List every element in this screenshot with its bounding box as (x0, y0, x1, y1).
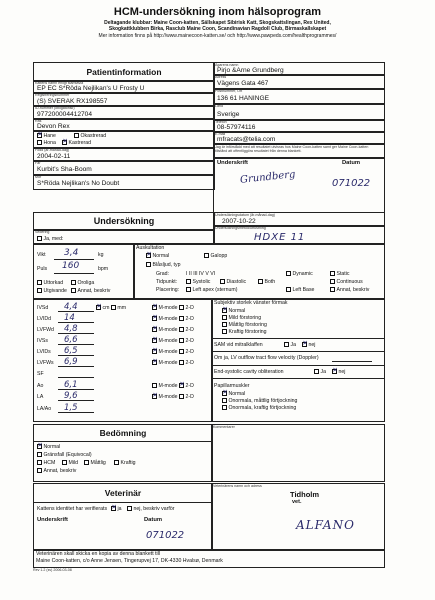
checkbox-placement-annat[interactable] (330, 287, 335, 292)
checkbox-atrium-moderate[interactable] (222, 322, 227, 327)
mode-options[interactable]: M-mode ✕ 2-D (152, 383, 194, 389)
timing-systolic[interactable]: Systolic (186, 279, 210, 285)
dam-value: S*Röda Nejlikan's No Doubt (37, 180, 120, 187)
condition-annat[interactable]: Annat, beskriv (71, 288, 110, 294)
mode-options[interactable]: ✕ M-mode 2-D (152, 360, 194, 366)
obliteration-label: End-systolic cavity obliteration (214, 369, 284, 375)
vet-signature-label: Underskrift (37, 517, 68, 523)
atrium-moderate[interactable]: Måttlig förstoring (222, 322, 267, 328)
obliteration-nej[interactable]: ✕ nej (332, 369, 345, 375)
exam-date-value: 2007-10-22 (222, 218, 256, 225)
ausc-normal-option[interactable]: ✕Normal (146, 253, 169, 259)
grade-label: Grad: (156, 271, 169, 277)
vet-address-box (211, 483, 385, 551)
checkbox-sedation[interactable] (37, 236, 42, 241)
measure-label: IVSd (37, 305, 49, 311)
mode-options[interactable]: ✕ M-mode 2-D (152, 338, 194, 344)
comments-label: Kommentarer (213, 425, 235, 429)
owner-email-label: E-mail (215, 132, 226, 136)
papillary-label: Papillarmuskler (214, 383, 250, 389)
checkbox-unit-cm[interactable] (96, 305, 101, 310)
owner-name-value: Pirjo &Arne Grundberg (217, 67, 284, 74)
checkbox-2d[interactable] (179, 394, 184, 399)
dob-label: Född (år-månad-dag) (35, 148, 70, 152)
checkbox-assessment-normal[interactable] (37, 444, 42, 449)
checkbox-mmode[interactable] (152, 338, 157, 343)
measure-row-la (34, 392, 212, 402)
checkbox-ausc-gallop[interactable] (204, 253, 209, 258)
auscultation-label: Auskultation (136, 245, 165, 251)
form-title: HCM-undersökning inom hälsoprogram (113, 6, 322, 18)
sam-ja[interactable]: Ja (284, 342, 296, 348)
checkbox-2d[interactable] (179, 316, 184, 321)
papillary-severe[interactable]: Onormala, kraftig förtjockning (222, 405, 296, 411)
mode-options[interactable]: ✕ M-mode 2-D (152, 394, 194, 400)
pulse-value: 160 (62, 261, 80, 271)
assessment-severe[interactable]: Kraftig (114, 460, 136, 466)
checkbox-continuous[interactable] (330, 279, 335, 284)
sex-hane-option[interactable]: ✕Hane (37, 133, 56, 139)
assessment-heading: Bedömning (99, 428, 147, 438)
identity-verified-label: Kattens identitet har verifierats (37, 506, 108, 512)
murmur-dynamic[interactable]: Dynamic (286, 271, 313, 277)
checkbox-mmode[interactable] (152, 360, 157, 365)
checkbox-identity-ja[interactable] (111, 506, 116, 511)
measure-row-ao (34, 381, 212, 391)
checkbox-mmode[interactable] (152, 349, 157, 354)
vitals-box (33, 243, 135, 300)
atrium-size-label: Subjektiv storlek vänster förmak (214, 300, 288, 306)
owner-country-value: Sverige (217, 111, 240, 118)
pulse-unit: bpm (98, 266, 109, 272)
checkbox-atrium-severe[interactable] (222, 329, 227, 334)
measure-label: LVFWd (37, 327, 54, 333)
assessment-box (33, 424, 213, 482)
measure-label: LA (37, 394, 44, 400)
murmur-static[interactable]: Static (330, 271, 349, 277)
measure-label: LA/Ao (37, 406, 52, 412)
vet-date-value: 071022 (146, 530, 185, 541)
measure-value: 9,6 (64, 391, 78, 401)
assessment-equivocal[interactable]: Gränsfall (Equivocal) (37, 452, 92, 458)
measure-value: 1,5 (64, 403, 78, 413)
checkbox-2d[interactable] (179, 383, 184, 388)
mode-options[interactable]: ✕ M-mode 2-D (152, 305, 194, 311)
checkbox-assessment-hcm[interactable] (37, 460, 42, 465)
condition-uttorkad[interactable]: Uttorkad (37, 280, 63, 286)
assessment-annat[interactable]: Annat, beskriv (37, 468, 76, 474)
mode-options[interactable]: ✕ M-mode 2-D (152, 316, 194, 322)
weight-label: Vikt (37, 252, 46, 258)
owner-consent-text: Jag är införstådd med att resultatet utvisras hos Maine Coon-katten samt ger Maine Coon-katten tillstånd att offentliggöra resultatet från denna blankett. (215, 145, 369, 154)
exam-method-value: HDXE 11 (254, 232, 306, 243)
checkbox-papillary-moderate[interactable] (222, 398, 227, 403)
atrium-severe[interactable]: Kraftig förstoring (222, 329, 267, 335)
placement-label: Placering: (156, 287, 180, 293)
header-clubs-line2: Skogkattklubben Birka, Rasclub Maine Coon, Scandinavian Ragdoll Club, Birmaskallskapet (108, 26, 327, 32)
owner-signature-label: Underskrift (217, 160, 248, 166)
measure-row-lvidd (34, 314, 212, 324)
checkbox-papillary-severe[interactable] (222, 405, 227, 410)
sam-nej[interactable]: ✕ nej (302, 342, 315, 348)
checkbox-2d[interactable] (179, 327, 184, 332)
checkbox-identity-nej[interactable] (127, 506, 132, 511)
checkbox-mmode[interactable] (152, 394, 157, 399)
checkbox-assessment-moderate[interactable] (84, 460, 89, 465)
owner-signature: Grundberg (239, 169, 296, 186)
timing-diastolic[interactable]: Diastolic (220, 279, 246, 285)
vet-address-label: Veterinärens namn och adress (213, 484, 262, 488)
exam-method-field[interactable] (213, 225, 385, 245)
sedation-label: Sedering (35, 230, 50, 234)
checkbox-papillary-normal[interactable] (222, 391, 227, 396)
owner-phone-value: 08-57974116 (217, 124, 256, 131)
vet-title: vet. (292, 499, 302, 505)
sex-okastrerad-option[interactable]: Okastrerad (74, 133, 106, 139)
checkbox-diastolic[interactable] (220, 279, 225, 284)
exam-method-label: Undersökningsmetod/utrustning (215, 226, 266, 230)
assessment-hcm[interactable]: HCM (37, 460, 55, 466)
comments-box[interactable] (211, 424, 385, 482)
sire-label: Far (35, 161, 41, 165)
murmur-continuous[interactable]: Continuous (330, 279, 363, 285)
checkbox-2d[interactable] (179, 360, 184, 365)
cat-name-label: Kattens namn enligt stamtavla (35, 81, 84, 85)
measure-row-lvfws (34, 358, 212, 368)
placement-annat[interactable]: Annat, beskriv (330, 287, 369, 293)
measure-value: 6,5 (64, 346, 78, 356)
measure-value: 6,9 (64, 357, 78, 367)
checkbox-atrium-mild[interactable] (222, 315, 227, 320)
weight-value: 3,4 (64, 248, 79, 258)
checkbox-unit-mm[interactable] (111, 305, 116, 310)
checkbox-mmode[interactable] (152, 305, 157, 310)
checkbox-2d[interactable] (179, 338, 184, 343)
owner-date-value: 071022 (332, 178, 371, 189)
sire-value: Kurbit's Sha-Boom (37, 166, 92, 173)
checkbox-mmode[interactable] (152, 383, 157, 388)
owner-name-label: Ägarens namn (215, 63, 239, 67)
placement-left-apex[interactable]: Left apex (sternum) (186, 287, 237, 293)
measure-label: LVIDs (37, 349, 51, 355)
auscultation-box (133, 243, 385, 300)
checkbox-kastrerad[interactable] (62, 140, 67, 145)
assessment-moderate[interactable]: Måttlig (84, 460, 106, 466)
checkbox-both[interactable] (258, 279, 263, 284)
vet-date-label: Datum (144, 517, 163, 523)
owner-date-label: Datum (342, 160, 361, 166)
checkbox-assessment-mild[interactable] (62, 460, 67, 465)
sam-label: SAM vid mitralklaffen (214, 342, 263, 348)
timing-label: Tidpunkt: (156, 279, 178, 285)
breed-label: Ras (35, 119, 42, 123)
unit-options[interactable]: ✕ cm mm (96, 305, 126, 311)
checkbox-obliteration-nej[interactable] (332, 369, 337, 374)
exam-heading: Undersökning (93, 216, 155, 226)
measure-row-lvids (34, 347, 212, 357)
checkbox-ausc-normal[interactable] (146, 253, 151, 258)
checkbox-obliteration-ja[interactable] (314, 369, 319, 374)
vet-name: Tidholm (290, 490, 320, 499)
atrium-mild[interactable]: Mild förstoring (222, 315, 261, 321)
vet-box (33, 483, 213, 551)
measure-value: 4,8 (64, 324, 78, 334)
measure-row-ivsd (34, 303, 212, 313)
pulse-label: Puls (37, 266, 48, 272)
weight-unit: kg (98, 252, 104, 258)
condition-oroliga[interactable]: Oroliga (71, 280, 94, 286)
vet-signature-stamp: ALFANO (296, 518, 355, 532)
measure-row-sf (34, 369, 212, 379)
owner-postal-label: Postnummer, Ort (215, 89, 243, 93)
owner-address-value: Vägens Gata 467 (217, 80, 269, 87)
ausc-gallop-option[interactable]: Galopp (204, 253, 227, 259)
footer-line1: Veterinären skall skicka en kopia av denna blankett till (36, 551, 160, 557)
sex-hona-option[interactable]: Hona (37, 140, 56, 146)
header-info-line: Mer information finns på http://www.mainecoon-katten.se/ och http://www.pawpeds.com/healthprogrammes/ (98, 32, 337, 39)
measure-label: LVIDd (37, 316, 52, 322)
measure-value: 6,6 (64, 335, 78, 345)
checkbox-2d[interactable] (179, 349, 184, 354)
dam-label: Mor (35, 175, 42, 179)
measure-label: SF (37, 371, 44, 377)
checkbox-utgivande[interactable] (37, 288, 42, 293)
header-clubs-line1: Deltagande klubbar: Maine Coon-katten, Sällskapet Sibirisk Katt, Skogskattslingan, Rex United, (104, 20, 331, 26)
measurements-box (33, 298, 213, 422)
checkbox-2d[interactable] (179, 305, 184, 310)
identity-ja[interactable]: ✕ ja (111, 506, 122, 512)
timing-both[interactable]: Both (258, 279, 275, 285)
breed-value: Devon Rex (37, 123, 70, 130)
assessment-normal[interactable]: ✕Normal (37, 444, 60, 450)
measure-label: Ao (37, 383, 44, 389)
checkbox-static[interactable] (330, 271, 335, 276)
condition-utgivande[interactable]: Utgivande (37, 288, 67, 294)
checkbox-sam-ja[interactable] (284, 342, 289, 347)
owner-signature-box (213, 157, 385, 213)
footer-box (33, 549, 385, 568)
checkbox-left-apex[interactable] (186, 287, 191, 292)
assessment-mild[interactable]: Mild (62, 460, 78, 466)
reg-label: Registreringsnummer (35, 93, 70, 97)
checkbox-mmode[interactable] (152, 327, 157, 332)
checkbox-left-base[interactable] (286, 287, 291, 292)
mode-options[interactable]: ✕ M-mode 2-D (152, 327, 194, 333)
patient-heading: Patientinformation (86, 67, 162, 77)
papillary-normal[interactable]: ✕Normal (222, 391, 245, 397)
measure-row-lvfwd (34, 325, 212, 335)
checkbox-dynamic[interactable] (286, 271, 291, 276)
mode-options[interactable]: ✕ M-mode 2-D (152, 349, 194, 355)
checkbox-assessment-severe[interactable] (114, 460, 119, 465)
cat-name-value: EP EC S*Röda Nejlikan's U Frosty U (37, 85, 145, 92)
id-value: 977200004412704 (37, 110, 93, 118)
owner-address-label: Adress (215, 75, 227, 79)
ausc-murmur-option[interactable]: Blåsljud, typ (146, 262, 180, 268)
measure-label: IVSs (37, 338, 48, 344)
exam-date-label: Undersökningsdatum (år-månad-dag) (215, 213, 275, 217)
checkbox-condition-annat[interactable] (71, 288, 76, 293)
owner-country-label: Land (215, 104, 223, 108)
obliteration-ja[interactable]: Ja (314, 369, 326, 375)
measure-value: 4,4 (64, 302, 78, 312)
findings-box (211, 298, 385, 422)
checkbox-atrium-normal[interactable] (222, 308, 227, 313)
patient-heading-box (33, 62, 215, 82)
checkbox-ausc-murmur[interactable] (146, 262, 151, 267)
owner-postal-value: 136 61 HANINGE (217, 95, 270, 102)
placement-left-base[interactable]: Left Base (286, 287, 314, 293)
checkbox-assessment-equivocal[interactable] (37, 452, 42, 457)
checkbox-hane[interactable] (37, 133, 42, 138)
checkbox-okastrerad[interactable] (74, 133, 79, 138)
id-label: ID-nummer (obligatorisk) (35, 106, 75, 110)
checkbox-oroliga[interactable] (71, 280, 76, 285)
identity-nej[interactable]: nej, beskriv varför (127, 506, 174, 512)
measure-row-ivss (34, 336, 212, 346)
checkbox-hona[interactable] (37, 140, 42, 145)
atrium-normal[interactable]: ✕Normal (222, 308, 245, 314)
owner-phone-label: Telefon (215, 120, 227, 124)
footer-line2: Maine Coon-katten, c/o Anne Jensen, Tingerupvej 17, DK-4330 Hvalsø, Denmark (36, 558, 223, 564)
sedation-option[interactable]: Ja, med: (37, 236, 63, 242)
sex-kastrerad-option[interactable]: ✕ Kastrerad (62, 140, 91, 146)
measure-value: 6,1 (64, 380, 78, 390)
dob-value: 2004-02-11 (37, 152, 71, 160)
checkbox-uttorkad[interactable] (37, 280, 42, 285)
owner-email-value: mfracats@telia.com (217, 136, 276, 143)
measure-row-la-ao (34, 404, 212, 414)
reg-value: (S) SVERAK RX198557 (37, 97, 108, 105)
vet-heading: Veterinär (104, 488, 142, 498)
measure-label: LVFWs (37, 360, 54, 366)
grade-values[interactable]: I II III IV V VI (186, 271, 216, 277)
checkbox-assessment-annat[interactable] (37, 468, 42, 473)
checkbox-sam-nej[interactable] (302, 342, 307, 347)
measure-value: 14 (64, 313, 75, 323)
papillary-moderate[interactable]: Onormala, måttlig förtjockning (222, 398, 297, 404)
checkbox-systolic[interactable] (186, 279, 191, 284)
checkbox-mmode[interactable] (152, 316, 157, 321)
dam-field[interactable] (33, 174, 215, 190)
revision-text: Rev 1.2 (sv) 2006-03-08 (33, 568, 72, 572)
doppler-label: Om ja, LV outflow tract flow velocity (Doppler) (214, 355, 319, 361)
